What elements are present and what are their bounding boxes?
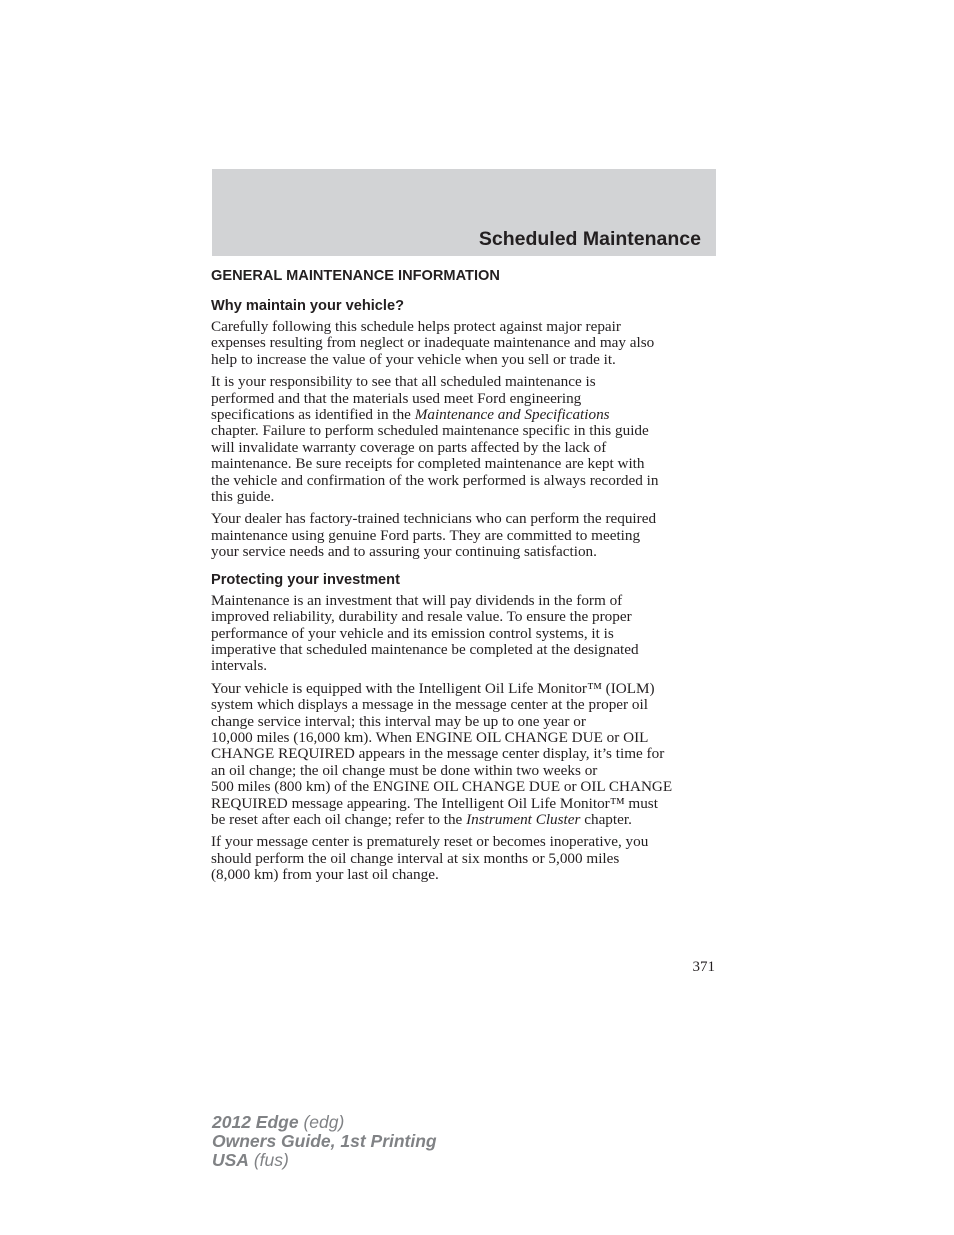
footer-model-code: (edg) <box>298 1112 345 1132</box>
text-line: Your dealer has factory-trained technicians who can perform the required <box>211 510 657 528</box>
text-line: If your message center is prematurely reset or becomes inoperative, you <box>211 833 649 851</box>
chapter-header-band <box>212 169 716 256</box>
text-line: will invalidate warranty coverage on parts affected by the lack of <box>211 438 607 456</box>
text-line: maintenance using genuine Ford parts. They are committed to meeting <box>211 526 641 544</box>
text-line: It is your responsibility to see that all scheduled maintenance is <box>211 373 596 391</box>
text-line: this guide. <box>211 488 275 506</box>
text-fragment: specifications as identified in the <box>211 406 415 424</box>
text-line: CHANGE REQUIRED appears in the message center display, it’s time for <box>211 745 665 763</box>
footer-line-region <box>212 1151 437 1170</box>
page-content <box>211 267 719 890</box>
subsection-heading-protecting-investment: Protecting your investment <box>211 571 400 588</box>
text-line <box>211 407 719 423</box>
document-footer <box>212 1113 437 1170</box>
paragraph-protecting-1 <box>211 593 719 675</box>
section-title: GENERAL MAINTENANCE INFORMATION <box>211 268 500 284</box>
subsection-heading-why-maintain: Why maintain your vehicle? <box>211 298 405 314</box>
text-line <box>211 812 719 828</box>
text-line: change service interval; this interval may be up to one year or <box>211 712 586 730</box>
text-line: Maintenance is an investment that will pay dividends in the form of <box>211 591 623 609</box>
text-line: performance of your vehicle and its emission control systems, it is <box>211 624 614 642</box>
footer-region-code: (fus) <box>248 1150 289 1170</box>
text-line: should perform the oil change interval at six months or 5,000 miles <box>211 849 620 867</box>
text-line: system which displays a message in the message center at the proper oil <box>211 696 648 714</box>
chapter-reference-instrument-cluster: Instrument Cluster <box>466 810 581 828</box>
paragraph-why-maintain-3 <box>211 511 719 560</box>
text-line: your service needs and to assuring your continuing satisfaction. <box>211 543 597 561</box>
text-line: imperative that scheduled maintenance be completed at the designated <box>211 640 639 658</box>
chapter-reference-maintenance-specifications: Maintenance and Specifications <box>414 406 610 424</box>
text-line: 10,000 miles (16,000 km). When ENGINE OIL CHANGE DUE or OIL <box>211 728 649 746</box>
page-number: 371 <box>692 959 715 975</box>
text-fragment: chapter. <box>580 810 632 828</box>
paragraph-why-maintain-2 <box>211 374 719 505</box>
text-line: performed and that the materials used meet Ford engineering <box>211 389 582 407</box>
paragraph-why-maintain-1 <box>211 319 719 368</box>
footer-model: 2012 Edge <box>212 1112 299 1132</box>
text-line: chapter. Failure to perform scheduled maintenance specific in this guide <box>211 422 649 440</box>
paragraph-protecting-2 <box>211 681 719 829</box>
text-line: an oil change; the oil change must be done within two weeks or <box>211 761 598 779</box>
chapter-title: Scheduled Maintenance <box>478 228 701 250</box>
text-line: improved reliability, durability and resale value. To ensure the proper <box>211 608 632 626</box>
text-line: (8,000 km) from your last oil change. <box>211 866 439 884</box>
text-line: intervals. <box>211 657 268 675</box>
text-line: 500 miles (800 km) of the ENGINE OIL CHANGE DUE or OIL CHANGE <box>211 778 673 796</box>
text-line: expenses resulting from neglect or inadequate maintenance and may also <box>211 334 655 352</box>
text-line: the vehicle and confirmation of the work performed is always recorded in <box>211 471 659 489</box>
text-line: Carefully following this schedule helps protect against major repair <box>211 318 621 335</box>
text-line: maintenance. Be sure receipts for completed maintenance are kept with <box>211 455 645 473</box>
text-line: REQUIRED message appearing. The Intelligent Oil Life Monitor™ must <box>211 794 658 812</box>
text-fragment: be reset after each oil change; refer to the <box>211 810 467 828</box>
paragraph-protecting-3 <box>211 834 719 883</box>
footer-line-model <box>212 1113 437 1132</box>
footer-guide: Owners Guide, 1st Printing <box>212 1131 437 1151</box>
footer-region: USA <box>212 1150 249 1170</box>
text-line: help to increase the value of your vehicle when you sell or trade it. <box>211 350 616 368</box>
text-line: Your vehicle is equipped with the Intelligent Oil Life Monitor™ (IOLM) <box>211 679 655 697</box>
